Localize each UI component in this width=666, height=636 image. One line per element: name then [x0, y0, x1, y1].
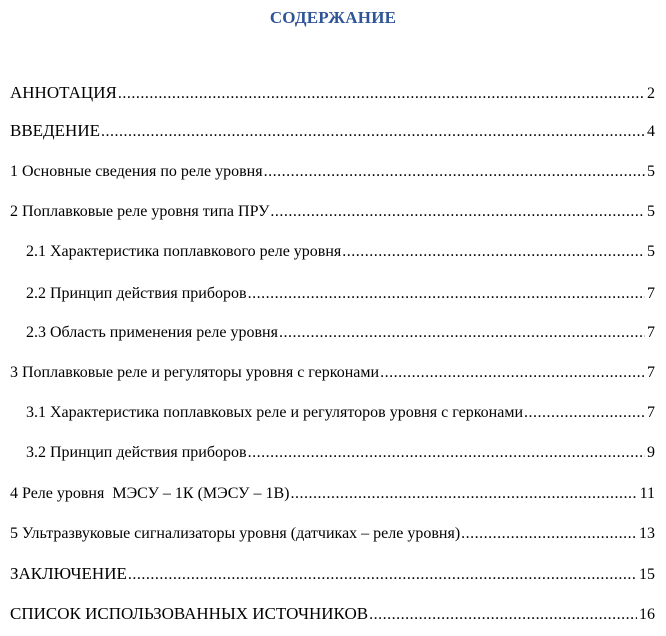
toc-entry-section-2-2[interactable] — [26, 283, 655, 305]
toc-page-number: 9 — [647, 444, 655, 461]
toc-page-number: 2 — [647, 85, 655, 102]
toc-entry-title: 2.1 Характеристика поплавкового реле уровня — [26, 243, 342, 260]
toc-entry-title: ЗАКЛЮЧЕНИЕ — [10, 564, 127, 583]
toc-entry-section-4[interactable] — [10, 483, 655, 505]
toc-page-number: 15 — [639, 566, 655, 583]
toc-entry-title: ВВЕДЕНИЕ — [10, 121, 100, 140]
toc-page-number: 4 — [647, 123, 655, 140]
toc-entry-title: 4 Реле уровня МЭСУ – 1К (МЭСУ – 1В) — [10, 485, 290, 502]
toc-dot-leader — [291, 483, 638, 505]
toc-entry-section-2[interactable] — [10, 201, 655, 223]
toc-entry-title: 2.3 Область применения реле уровня — [26, 324, 278, 341]
toc-dot-leader — [461, 523, 637, 545]
toc-page-number: 11 — [639, 485, 655, 502]
toc-entry-title: 2 Поплавковые реле уровня типа ПРУ — [10, 203, 270, 220]
toc-dot-leader — [279, 322, 645, 344]
toc-entry-conclusion[interactable] — [10, 563, 655, 585]
toc-entry-title: 2.2 Принцип действия приборов — [26, 285, 247, 302]
toc-entry-title: 5 Ультразвуковые сигнализаторы уровня (датчиках – реле уровня) — [10, 525, 461, 542]
toc-entry-section-2-3[interactable] — [26, 322, 655, 344]
toc-page-number: 7 — [647, 364, 655, 381]
toc-page-number: 16 — [639, 606, 655, 623]
toc-entry-title: АННОТАЦИЯ — [10, 83, 117, 102]
toc-entry-annotation[interactable] — [10, 82, 655, 104]
toc-dot-leader — [248, 442, 645, 464]
toc-page-number: 5 — [647, 163, 655, 180]
toc-dot-leader — [118, 83, 645, 105]
toc-title: СОДЕРЖАНИЕ — [269, 8, 397, 27]
toc-page-number: 7 — [647, 285, 655, 302]
toc-entry-title: 3 Поплавковые реле и регуляторы уровня с герконами — [10, 364, 380, 381]
toc-dot-leader — [248, 283, 645, 305]
toc-page-number: 7 — [647, 404, 655, 421]
toc-page-number: 13 — [639, 525, 655, 542]
toc-dot-leader — [101, 121, 645, 143]
toc-dot-leader — [380, 362, 645, 384]
toc-entry-section-1[interactable] — [10, 161, 655, 183]
toc-entry-section-5[interactable] — [10, 523, 655, 545]
toc-page-number: 7 — [647, 324, 655, 341]
toc-page-number: 5 — [647, 243, 655, 260]
toc-entry-section-3[interactable] — [10, 362, 655, 384]
toc-entry-title: 3.1 Характеристика поплавковых реле и регуляторов уровня с герконами — [26, 404, 524, 421]
toc-dot-leader — [342, 241, 645, 263]
toc-dot-leader — [264, 161, 645, 183]
toc-dot-leader — [270, 201, 645, 223]
toc-entry-section-3-2[interactable] — [26, 442, 655, 464]
toc-dot-leader — [128, 564, 637, 586]
toc-entry-title: 1 Основные сведения по реле уровня — [10, 163, 263, 180]
toc-page-number: 5 — [647, 203, 655, 220]
toc-entry-section-3-1[interactable] — [26, 402, 655, 424]
toc-entry-section-2-1[interactable] — [26, 241, 655, 263]
toc-entry-title: СПИСОК ИСПОЛЬЗОВАННЫХ ИСТОЧНИКОВ — [10, 604, 369, 623]
toc-entry-introduction[interactable] — [10, 120, 655, 142]
toc-entry-title: 3.2 Принцип действия приборов — [26, 444, 247, 461]
toc-dot-leader — [524, 402, 645, 424]
toc-entry-references[interactable] — [10, 603, 655, 625]
toc-dot-leader — [369, 604, 637, 626]
